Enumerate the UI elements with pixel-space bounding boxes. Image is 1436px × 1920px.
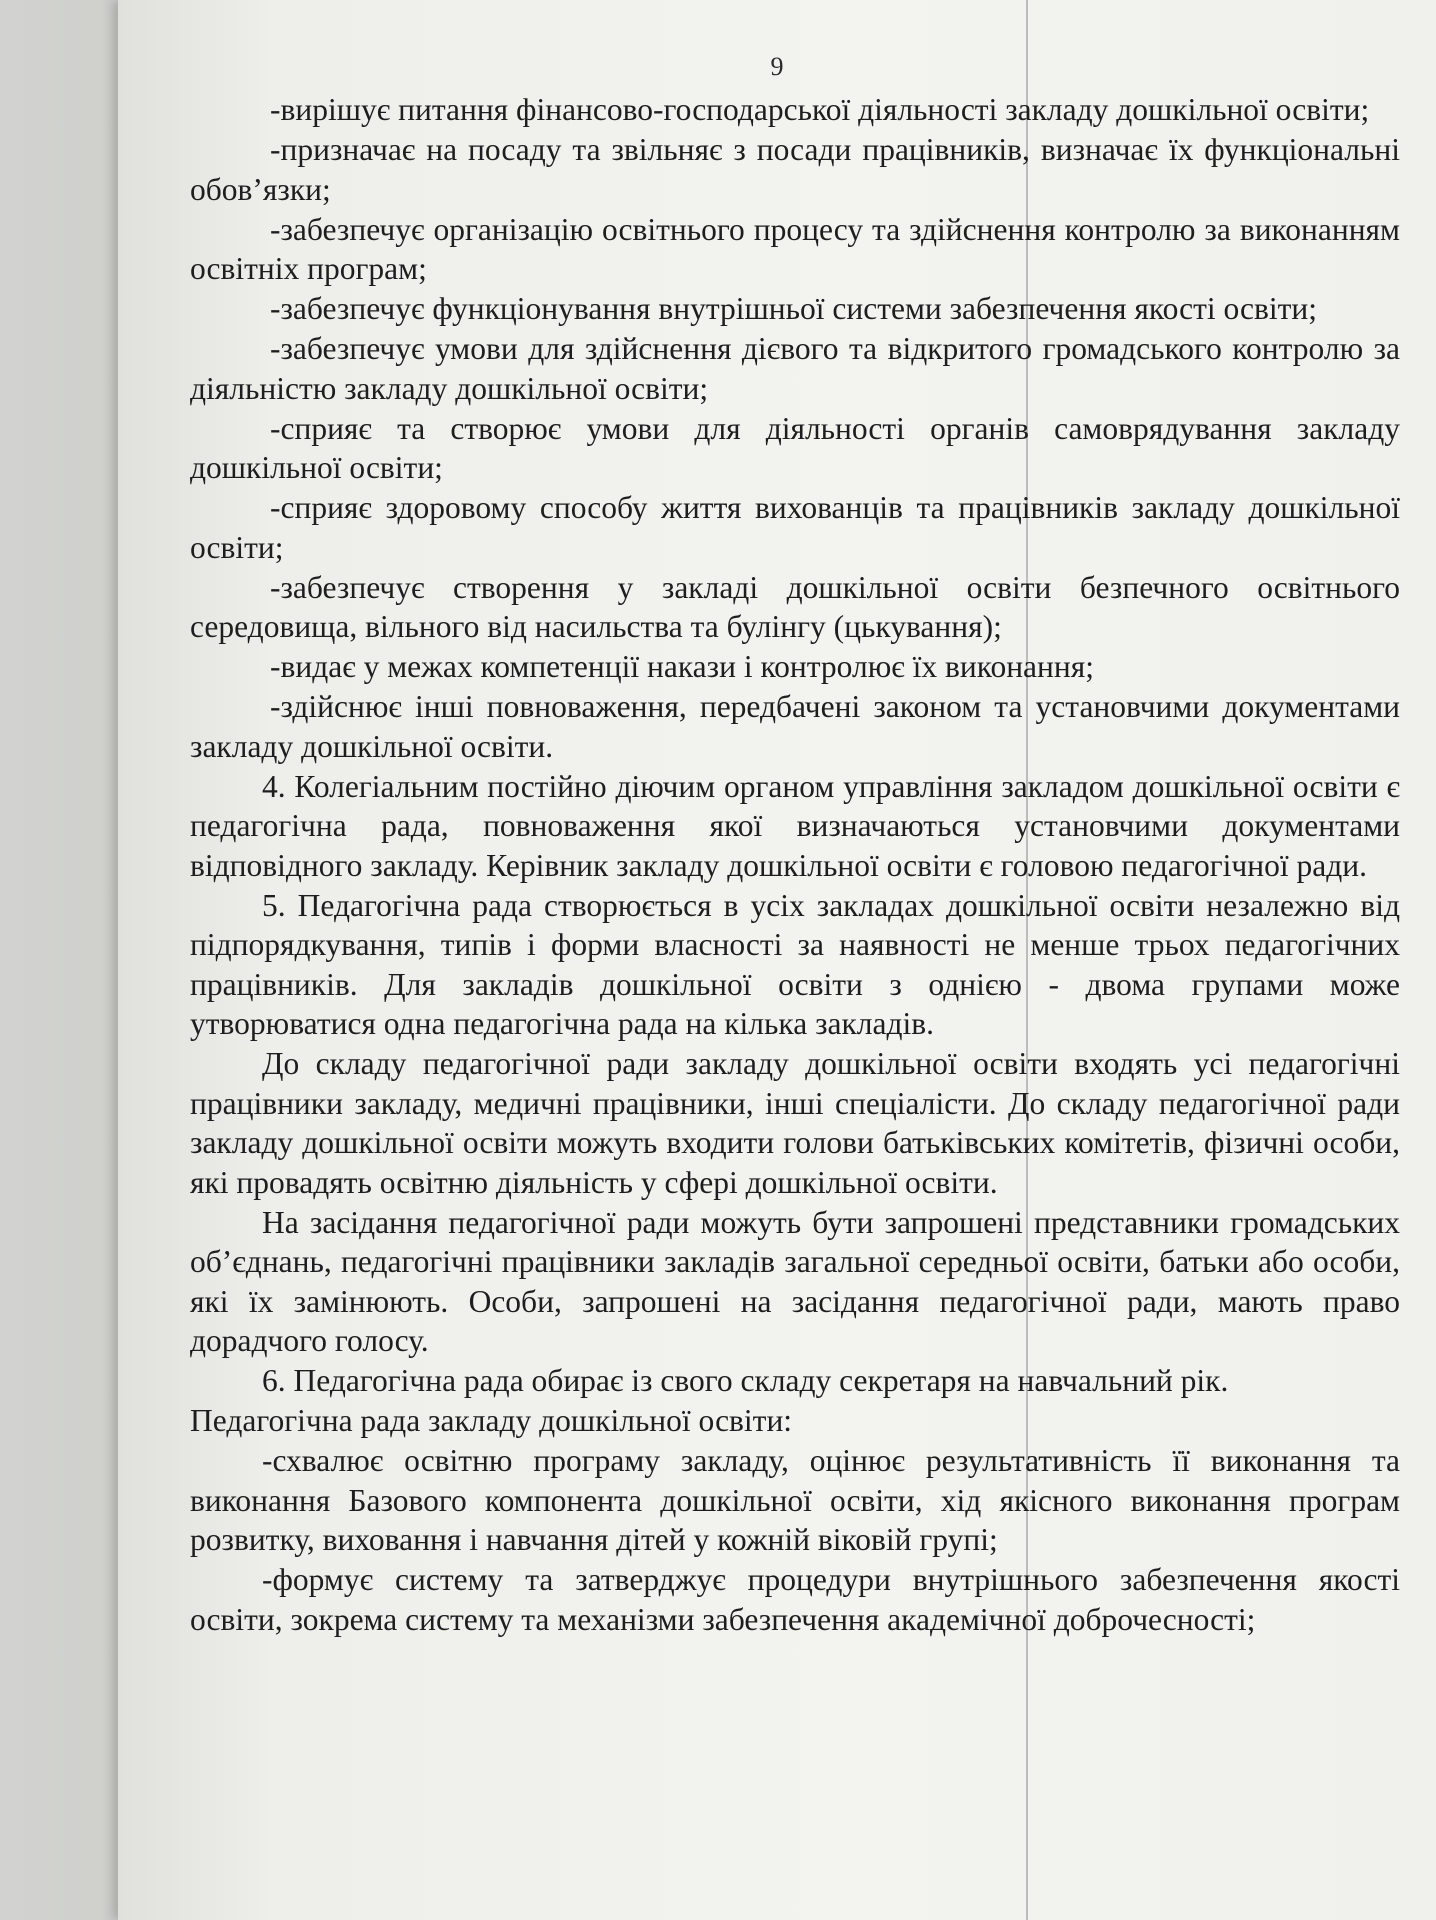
list-item: -забезпечує організацію освітнього процесу та здійснення контролю за виконанням освітніх програм; — [190, 211, 1400, 286]
paragraph: Педагогічна рада закладу дошкільної освіти: — [190, 1403, 793, 1438]
list-item: -забезпечує функціонування внутрішньої системи забезпечення якості освіти; — [270, 291, 1318, 326]
list-item: -сприяє та створює умови для діяльності органів самоврядування закладу дошкільної освіти; — [190, 410, 1400, 485]
list-item: -забезпечує створення у закладі дошкільної освіти безпечного освітнього середовища, вільного від насильства та булінгу (цькування); — [190, 569, 1400, 644]
list-item: -схвалює освітню програму закладу, оцінює результативність її виконання та виконання Базового компонента дошкільної освіти, хід якісного виконання програм розвитку, виховання і навчання дітей у кожній віковій групі; — [190, 1443, 1400, 1557]
list-item: -забезпечує умови для здійснення дієвого та відкритого громадського контролю за діяльністю закладу дошкільної освіти; — [190, 331, 1400, 406]
list-item: -формує систему та затверджує процедури внутрішнього забезпечення якості освіти, зокрема систему та механізми забезпечення академічної доброчесності; — [190, 1562, 1400, 1637]
page-number: 9 — [770, 52, 784, 81]
list-item: -призначає на посаду та звільняє з посади працівників, визначає їх функціональні обов’язки; — [190, 132, 1400, 207]
numbered-paragraph: 4. Колегіальним постійно діючим органом управління закладом дошкільної освіти є педагогічна рада, повноваження якої визначаються установчими документами відповідного закладу. Керівник закладу дошкільної освіти є головою педагогічної ради. — [190, 768, 1400, 883]
list-item: -видає у межах компетенції накази і контролює їх виконання; — [270, 649, 1094, 684]
paragraph: До складу педагогічної ради закладу дошкільної освіти входять усі педагогічні працівники закладу, медичні працівники, інші спеціалісти. До складу педагогічної ради закладу дошкільної освіти можуть входити голови батьківських комітетів, фізичні особи, які провадять освітню діяльність у сфері дошкільної освіти. — [190, 1046, 1400, 1200]
page-body — [190, 90, 1400, 1640]
list-item: -сприяє здоровому способу життя вихованців та працівників закладу дошкільної освіти; — [190, 490, 1400, 565]
list-item: -вирішує питання фінансово-господарської діяльності закладу дошкільної освіти; — [270, 92, 1370, 127]
list-item: -здійснює інші повноваження, передбачені законом та установчими документами закладу дошкільної освіти. — [190, 689, 1400, 764]
numbered-paragraph: 6. Педагогічна рада обирає із свого складу секретаря на навчальний рік. — [262, 1363, 1229, 1398]
numbered-paragraph: 5. Педагогічна рада створюється в усіх закладах дошкільної освіти незалежно від підпорядкування, типів і форми власності за наявності не менше трьох педагогічних працівників. Для закладів дошкільної освіти з однією - двома групами може утворюватися одна педагогічна рада на кілька закладів. — [190, 887, 1400, 1041]
paragraph: На засідання педагогічної ради можуть бути запрошені представники громадських об’єднань, педагогічні працівники закладів загальної середньої освіти, батьки або особи, які їх замінюють. Особи, запрошені на засідання педагогічної ради, мають право дорадчого голосу. — [190, 1204, 1400, 1358]
document-page — [118, 0, 1436, 1920]
